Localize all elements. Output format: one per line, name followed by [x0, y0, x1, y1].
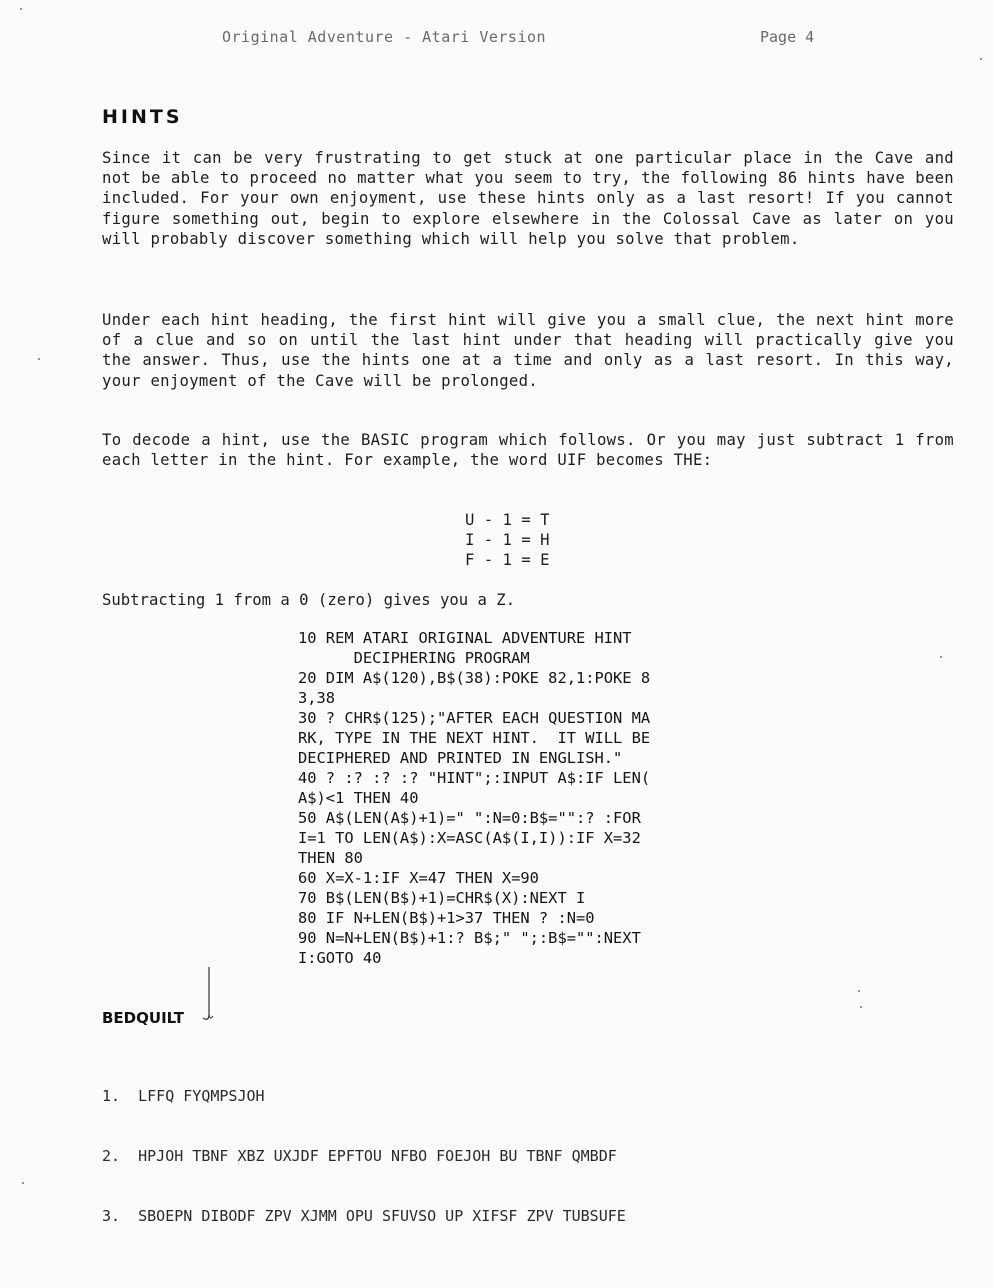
scan-speck: [980, 58, 982, 60]
scan-speck: [858, 990, 860, 992]
program-line: DECIPHERING PROGRAM: [298, 649, 530, 667]
basic-program-listing: [298, 628, 650, 968]
hint-usage-paragraph: Under each hint heading, the first hint will give you a small clue, the next hint more of a clue and so on until the last hint under that heading will practically give you the answer. Thus, use the hints one at a time and only as a last resort. In this way, your enjoyment of the Cave will be prolonged.: [102, 311, 954, 390]
program-line: 70 B$(LEN(B$)+1)=CHR$(X):NEXT I: [298, 889, 586, 907]
program-line: 90 N=N+LEN(B$)+1:? B$;" ";:B$="":NEXT: [298, 929, 641, 947]
scan-speck: [860, 1006, 862, 1008]
encoded-hint-list: [102, 1046, 626, 1266]
program-line: 60 X=X-1:IF X=47 THEN X=90: [298, 869, 539, 887]
program-line: 10 REM ATARI ORIGINAL ADVENTURE HINT: [298, 629, 632, 647]
hint-number: 2.: [102, 1147, 121, 1165]
scan-speck: [940, 656, 942, 658]
equation-line: U - 1 = T: [465, 511, 550, 529]
hint-item: [102, 1206, 626, 1226]
program-line: 40 ? :? :? :? "HINT";:INPUT A$:IF LEN(: [298, 769, 651, 787]
program-line: 80 IF N+LEN(B$)+1>37 THEN ? :N=0: [298, 909, 595, 927]
hint-number: 1.: [102, 1087, 121, 1105]
equation-line: F - 1 = E: [465, 551, 550, 570]
handwritten-bracket-mark: [200, 966, 214, 1024]
program-line: 50 A$(LEN(A$)+1)=" ":N=0:B$="":? :FOR: [298, 809, 641, 827]
program-line: I=1 TO LEN(A$):X=ASC(A$(I,I)):IF X=32: [298, 829, 641, 847]
program-line: I:GOTO 40: [298, 949, 382, 967]
scan-speck: [22, 1182, 24, 1184]
hint-text: HPJOH TBNF XBZ UXJDF EPFTOU NFBO FOEJOH BU TBNF QMBDF: [138, 1147, 617, 1165]
running-header: Original Adventure - Atari Version: [222, 28, 547, 46]
program-line: 20 DIM A$(120),B$(38):POKE 82,1:POKE 8: [298, 669, 651, 687]
equation-line: I - 1 = H: [465, 531, 550, 550]
hint-item: [102, 1086, 626, 1106]
hint-text: LFFQ FYQMPSJOH: [138, 1087, 265, 1105]
scan-speck: [38, 358, 40, 360]
decode-example: [465, 510, 550, 571]
zero-note: Subtracting 1 from a 0 (zero) gives you a Z.: [102, 591, 516, 609]
program-line: THEN 80: [298, 849, 363, 867]
hint-number: 3.: [102, 1207, 121, 1225]
program-line: RK, TYPE IN THE NEXT HINT. IT WILL BE: [298, 729, 651, 747]
program-line: 3,38: [298, 689, 336, 707]
page-number: Page 4: [760, 28, 815, 46]
program-line: DECIPHERED AND PRINTED IN ENGLISH.": [298, 749, 623, 767]
intro-paragraph: Since it can be very frustrating to get stuck at one particular place in the Cave and not be able to proceed no matter what you seem to try, the following 86 hints have been included. For your own enjoyment, use these hints only as a last resort! If you cannot figure something out, begin to explore elsewhere in the Colossal Cave as later on you will probably discover something which will help you solve that problem.: [102, 149, 954, 248]
section-title: HINTS: [102, 106, 183, 128]
program-line: A$)<1 THEN 40: [298, 789, 419, 807]
hint-heading-bedquilt: BEDQUILT: [102, 1009, 184, 1027]
decode-instructions-paragraph: To decode a hint, use the BASIC program which follows. Or you may just subtract 1 from each letter in the hint. For example, the word UIF becomes THE:: [102, 431, 954, 470]
hint-item: [102, 1146, 626, 1166]
program-line: 30 ? CHR$(125);"AFTER EACH QUESTION MA: [298, 709, 651, 727]
scan-speck: [20, 8, 22, 10]
hint-text: SBOEPN DIBODF ZPV XJMM OPU SFUVSO UP XIFSF ZPV TUBSUFE: [138, 1207, 626, 1225]
